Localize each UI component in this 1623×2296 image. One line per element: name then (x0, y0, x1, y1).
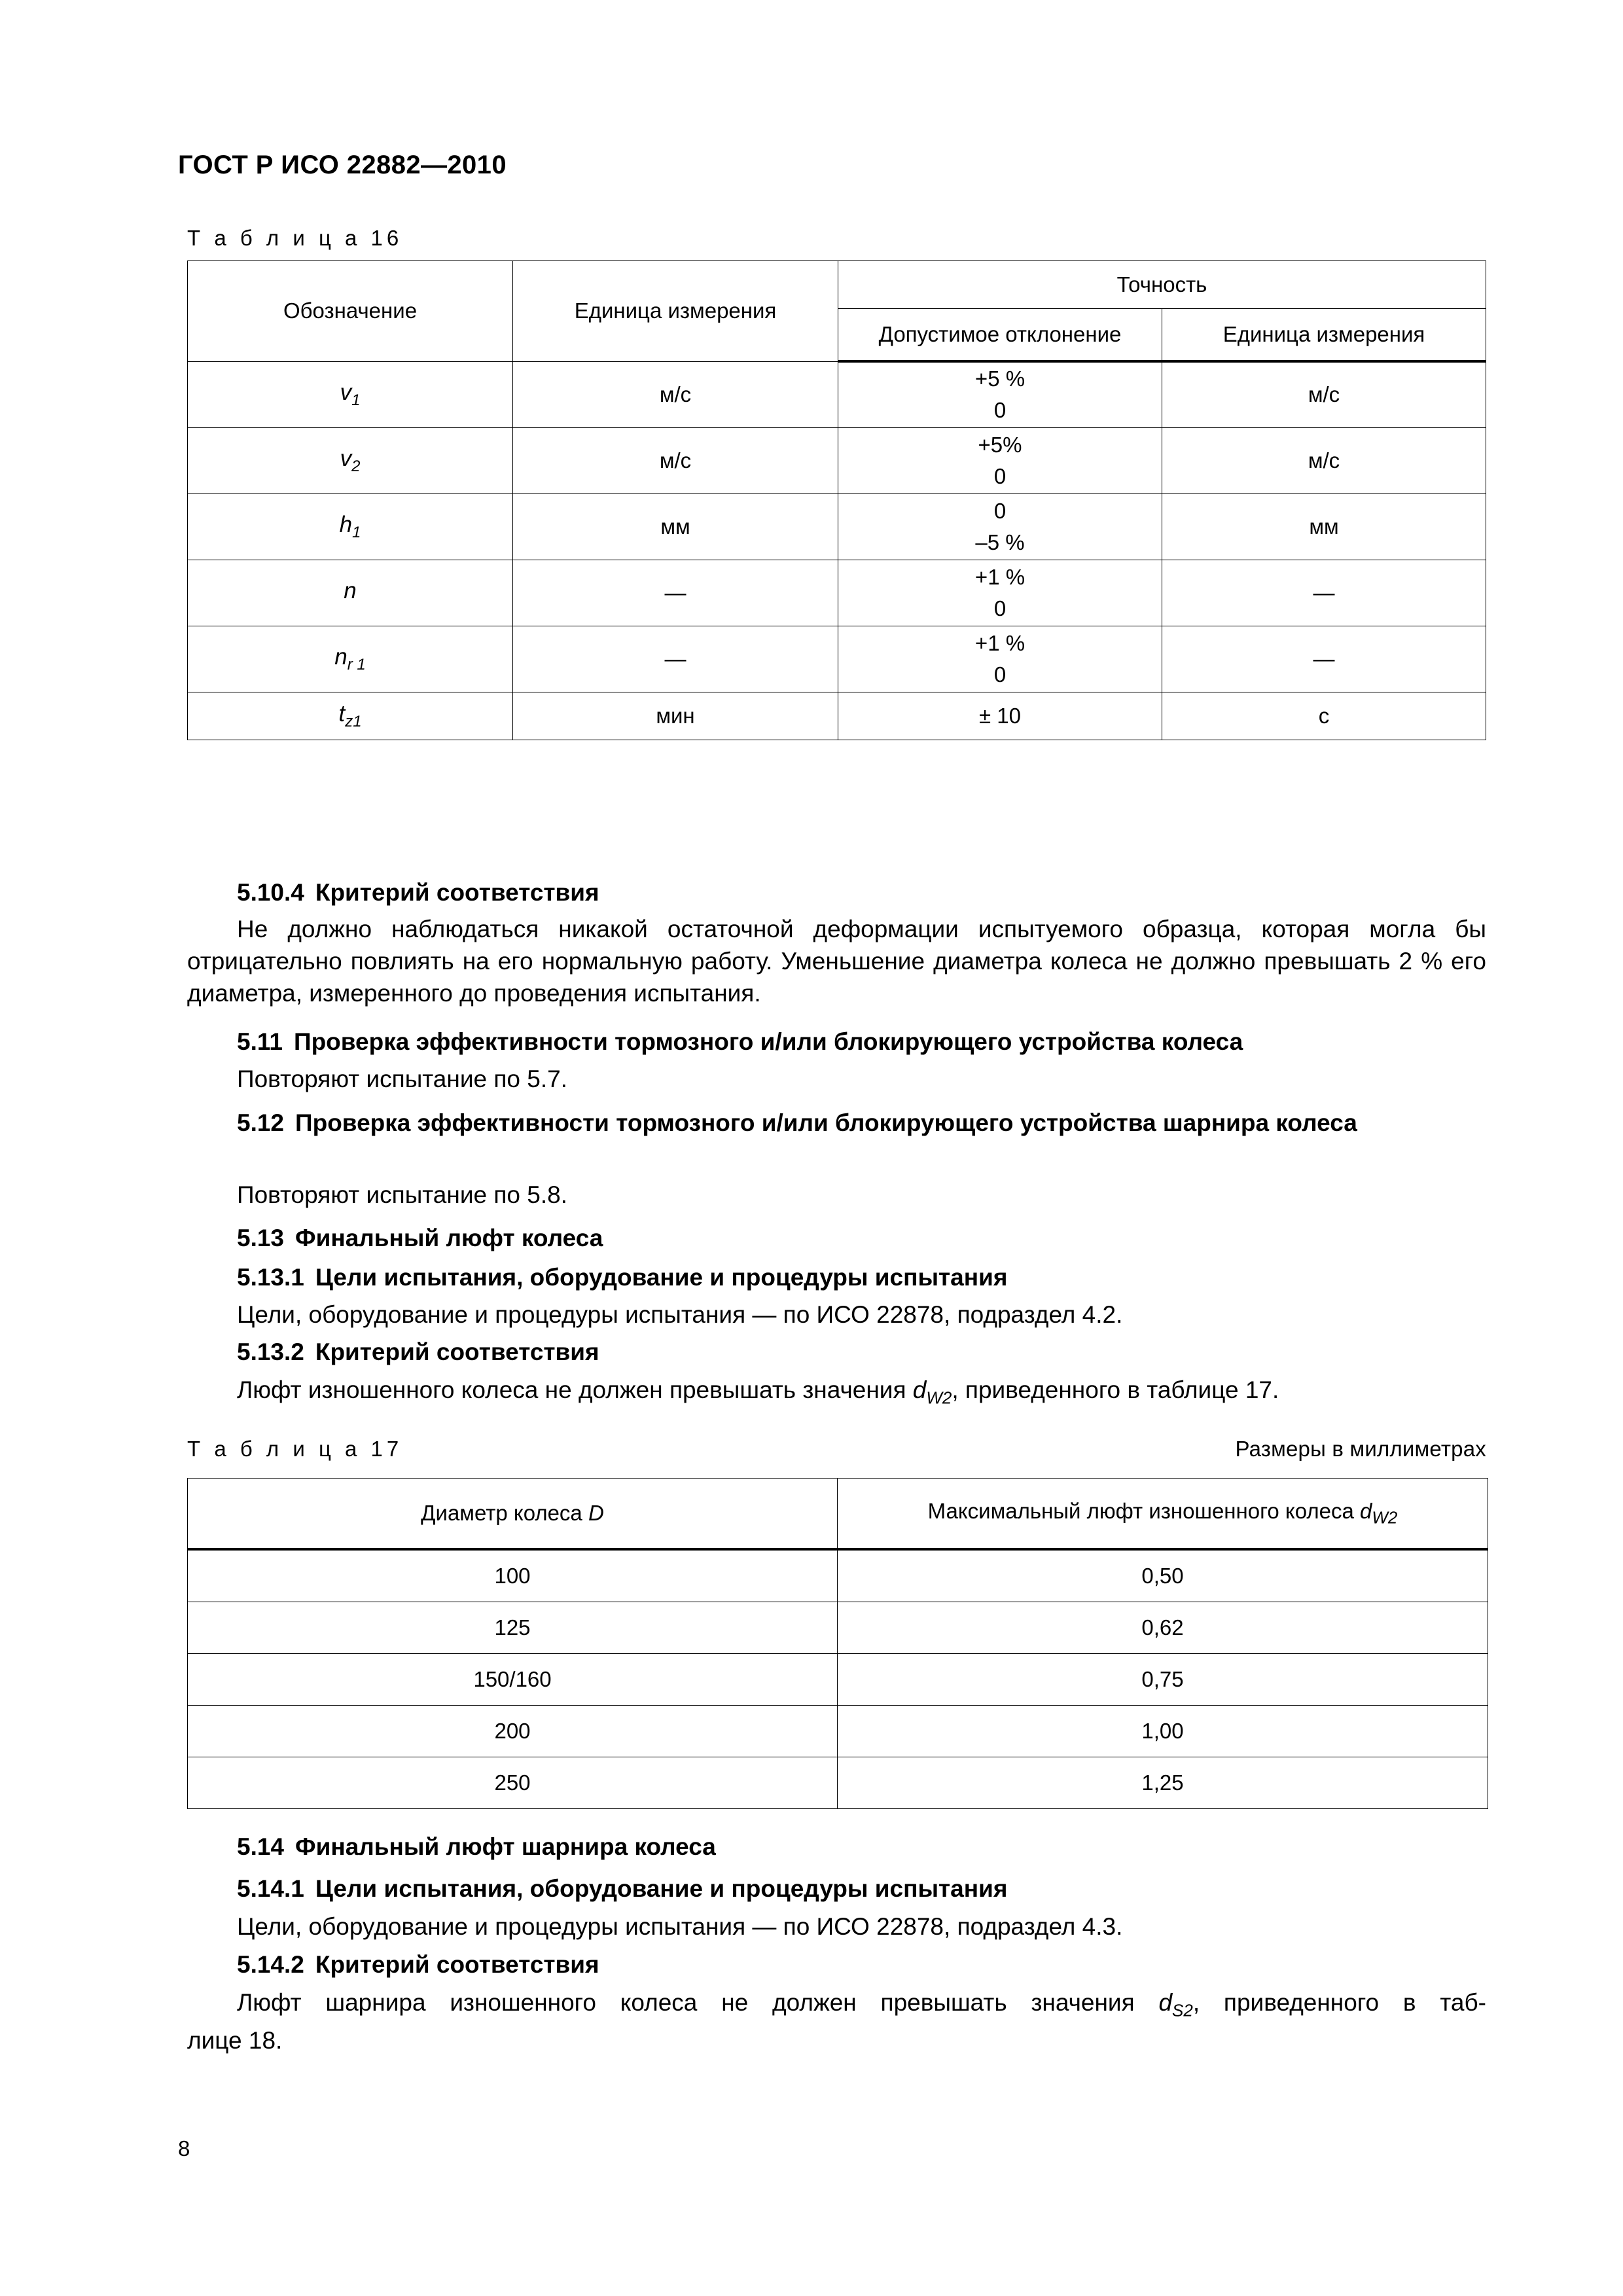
heading-number: 5.11 (237, 1028, 283, 1055)
table17-units-note: Размеры в миллиметрах (1235, 1437, 1486, 1461)
heading-number: 5.12 (237, 1109, 285, 1136)
heading-title: Критерий соответствия (315, 879, 599, 906)
table17-header-play: Максимальный люфт изношенного колеса $d_{W2}$ (838, 1479, 1488, 1550)
table16-tolerance: 0 –5 % (838, 493, 1162, 560)
table-row (188, 1602, 1488, 1654)
table-row (188, 1549, 1488, 1602)
table16-tolerance: +1 % 0 (838, 560, 1162, 626)
table-17 (187, 1478, 1488, 1809)
paragraph-text-after: , приведенного в таблице 17. (952, 1376, 1279, 1403)
paragraph-5-13-1 (187, 1299, 1486, 1331)
table17-play: 0,62 (838, 1602, 1488, 1654)
table16-header-accuracy-unit: Единица измерения (1162, 309, 1486, 362)
heading-5-10-4 (187, 877, 1486, 908)
table16-tolerance: ± 10 (838, 692, 1162, 740)
table16-header-row-1 (188, 261, 1486, 309)
table16-symbol (188, 692, 513, 740)
table16-tolerance: +5 % 0 (838, 361, 1162, 427)
table17-diameter: 150/160 (188, 1654, 838, 1706)
heading-number: 5.10.4 (237, 879, 304, 906)
paragraph-5-14-2-line1 (187, 1987, 1486, 2022)
table17-diameter: 250 (188, 1757, 838, 1809)
symbol-D: D (588, 1501, 604, 1525)
paragraph-text-after: , приведенного в таб- (1192, 1989, 1486, 2016)
heading-5-12 (187, 1107, 1486, 1139)
heading-title: Критерий соответствия (315, 1338, 599, 1365)
page-number: 8 (178, 2136, 190, 2161)
table17-diameter: 200 (188, 1706, 838, 1757)
table16-unit: м/с (513, 427, 838, 493)
table16-header-unit: Единица измерения (513, 261, 838, 362)
table17-diameter: 125 (188, 1602, 838, 1654)
table16-unit: мин (513, 692, 838, 740)
heading-5-11 (187, 1026, 1486, 1058)
paragraph-text-before: Люфт шарнира изношенного колеса не должен превышать значения (237, 1989, 1159, 2016)
table16-symbol (188, 560, 513, 626)
table-row (188, 493, 1486, 560)
paragraph-text: Не должно наблюдаться никакой остаточной деформации испытуемого образца, которая могла бы отрицательно повлиять на его нормальную работу. Уменьшение диаметра колеса не должно превышать 2 % его диаметра, измеренного до проведения испытания. (187, 916, 1486, 1007)
paragraph-5-14-1 (187, 1911, 1486, 1943)
heading-title: Проверка эффективности тормозного и/или блокирующего устройства шарнира колеса (295, 1109, 1357, 1136)
symbol-h1: $h_1$ (339, 511, 361, 541)
paragraph-5-13-2 (187, 1374, 1486, 1409)
symbol-v1: $v_1$ (340, 379, 361, 409)
table-row (188, 361, 1486, 427)
heading-number: 5.14 (237, 1833, 285, 1860)
table-row (188, 1706, 1488, 1757)
heading-5-13 (187, 1223, 1486, 1254)
table16-unit: — (513, 626, 838, 692)
paragraph-text: Повторяют испытание по 5.7. (237, 1066, 567, 1092)
symbol-n: n (344, 577, 357, 603)
table16-symbol (188, 626, 513, 692)
heading-5-13-2 (187, 1336, 1486, 1368)
heading-title: Финальный люфт шарнира колеса (295, 1833, 716, 1860)
symbol-v2: $v_2$ (340, 445, 361, 475)
paragraph-5-12 (187, 1179, 1486, 1211)
table16-accuracy-unit: — (1162, 626, 1486, 692)
table-row (188, 1654, 1488, 1706)
table16-symbol (188, 493, 513, 560)
heading-5-14 (187, 1831, 1486, 1863)
symbol-dw2: $d_{W2}$ (912, 1376, 952, 1408)
running-head: ГОСТ Р ИСО 22882—2010 (178, 151, 507, 179)
table17-header-diameter: Диаметр колеса D (188, 1479, 838, 1550)
table17-play: 1,00 (838, 1706, 1488, 1757)
table16-unit: мм (513, 493, 838, 560)
table-row (188, 626, 1486, 692)
table17-caption-row (187, 1437, 1486, 1462)
table16-caption-row (187, 226, 1486, 251)
heading-5-14-2 (187, 1949, 1486, 1981)
table-row (188, 1757, 1488, 1809)
table16-caption: Т а б л и ц а 16 (187, 226, 403, 250)
table16-symbol (188, 361, 513, 427)
paragraph-text: Цели, оборудование и процедуры испытания — по ИСО 22878, подраздел 4.2. (237, 1301, 1123, 1328)
paragraph-5-11 (187, 1064, 1486, 1096)
heading-number: 5.14.2 (237, 1951, 304, 1978)
table16-symbol (188, 427, 513, 493)
table16-accuracy-unit: м/с (1162, 361, 1486, 427)
table16-accuracy-unit: м/с (1162, 427, 1486, 493)
heading-5-13-1 (187, 1262, 1486, 1293)
table16-accuracy-unit: с (1162, 692, 1486, 740)
heading-number: 5.13.1 (237, 1264, 304, 1291)
table16-header-accuracy-group: Точность (838, 261, 1486, 309)
table16-unit: м/с (513, 361, 838, 427)
table16-unit: — (513, 560, 838, 626)
table16-accuracy-unit: мм (1162, 493, 1486, 560)
paragraph-text: Повторяют испытание по 5.8. (237, 1181, 567, 1208)
heading-title: Цели испытания, оборудование и процедуры испытания (315, 1875, 1008, 1902)
table-row (188, 427, 1486, 493)
table-16 (187, 260, 1486, 740)
symbol-dw2: $d_{W2}$ (1360, 1498, 1398, 1528)
symbol-nr1: $n_{r 1}$ (334, 643, 366, 673)
symbol-ds2: $d_{S2}$ (1158, 1989, 1193, 2020)
heading-5-14-1 (187, 1873, 1486, 1905)
table-row (188, 692, 1486, 740)
table16-header-tolerance: Допустимое отклонение (838, 309, 1162, 362)
heading-number: 5.13 (237, 1225, 285, 1251)
table17-caption: Т а б л и ц а 17 (187, 1437, 403, 1461)
table16-tolerance: +5% 0 (838, 427, 1162, 493)
table17-header-row (188, 1479, 1488, 1550)
heading-number: 5.13.2 (237, 1338, 304, 1365)
table16-accuracy-unit: — (1162, 560, 1486, 626)
table17-play: 0,50 (838, 1549, 1488, 1602)
table-row (188, 560, 1486, 626)
paragraph-text: Цели, оборудование и процедуры испытания — по ИСО 22878, подраздел 4.3. (237, 1913, 1123, 1940)
paragraph-text-before: Люфт изношенного колеса не должен превышать значения (237, 1376, 913, 1403)
table17-play: 0,75 (838, 1654, 1488, 1706)
heading-title: Проверка эффективности тормозного и/или блокирующего устройства колеса (293, 1028, 1243, 1055)
heading-number: 5.14.1 (237, 1875, 304, 1902)
heading-title: Критерий соответствия (315, 1951, 599, 1978)
paragraph-5-14-2-line2: лице 18. (187, 2027, 283, 2054)
table17-play: 1,25 (838, 1757, 1488, 1809)
heading-title: Цели испытания, оборудование и процедуры испытания (315, 1264, 1008, 1291)
heading-title: Финальный люфт колеса (295, 1225, 603, 1251)
table17-diameter: 100 (188, 1549, 838, 1602)
symbol-tz1: $t_{z1}$ (338, 700, 362, 730)
table16-tolerance: +1 % 0 (838, 626, 1162, 692)
table16-header-designation: Обозначение (188, 261, 513, 362)
paragraph-5-10-4 (187, 914, 1486, 1009)
